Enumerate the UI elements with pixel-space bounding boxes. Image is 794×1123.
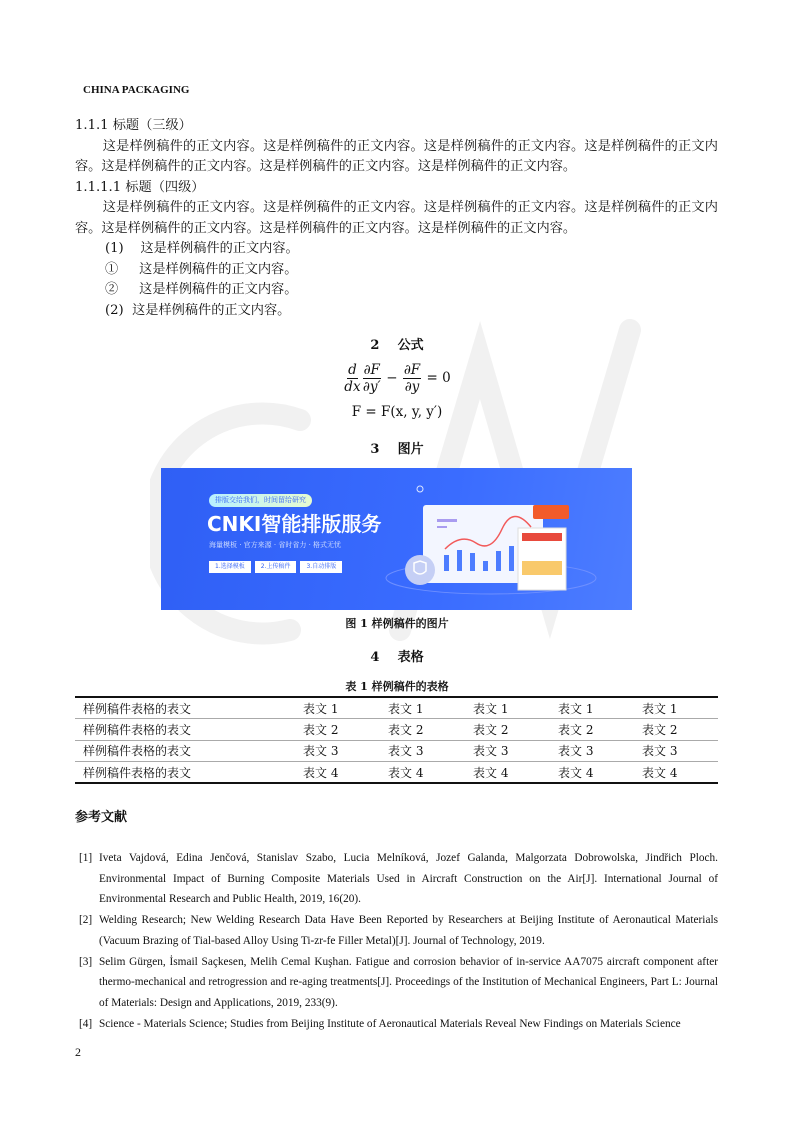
banner-title: CNKI智能排版服务 — [207, 512, 382, 536]
data-table — [75, 696, 718, 784]
table-cell: 表文 3 — [634, 740, 718, 762]
paragraph: 这是样例稿件的正文内容。这是样例稿件的正文内容。这是样例稿件的正文内容。这是样例稿件的正文内容。这是样例稿件的正文内容。这是样例稿件的正文内容。这是样例稿件的正文内容。 — [75, 200, 718, 236]
reference-item — [75, 952, 718, 1014]
table-cell: 表文 1 — [380, 697, 465, 719]
list-item: ① 这是样例稿件的正文内容。 — [105, 261, 298, 277]
table-cell: 表文 2 — [380, 719, 465, 741]
body-text — [75, 116, 718, 321]
journal-header: CHINA PACKAGING — [83, 84, 190, 96]
table-cell: 表文 4 — [465, 762, 550, 784]
table-cell: 样例稿件表格的表文 — [75, 719, 295, 741]
list-item: (1) 这是样例稿件的正文内容。 — [105, 241, 299, 256]
table-cell: 样例稿件表格的表文 — [75, 762, 295, 784]
list-item: (2) 这是样例稿件的正文内容。 — [105, 302, 291, 318]
banner-step: 3.自动排版 — [300, 561, 342, 573]
reference-text: Welding Research; New Welding Research Data Have Been Reported by Researchers at Beijing Institute of Aeronautical Materials (Vacuum Brazing of Tial-based Alloy Using Ti-zr-fe Filler Metal)[J]. Journal of Technology, 2019. — [99, 914, 718, 947]
reference-text: Selim Gürgen, İsmail Saçkesen, Melih Cemal Kuşhan. Fatigue and corrosion behavior of in-service AA7075 aircraft component after thermo-mechanical and retrogression and re-aging treatments[J]. Proceedings of the Institution of Mechanical Engineers, Part L: Journal of Materials: Design and Applications, 2019, 233(9). — [99, 955, 718, 1009]
heading-level3: 1.1.1 标题（三级） — [75, 118, 192, 133]
list-item: ② 这是样例稿件的正文内容。 — [105, 282, 298, 297]
table-row — [75, 719, 718, 741]
reference-text: Science - Materials Science; Studies from Beijing Institute of Aeronautical Materials Reveal New Findings on Materials Science — [99, 1017, 681, 1030]
table-cell: 表文 4 — [295, 762, 380, 784]
heading-formula: 2 公式 — [370, 338, 424, 353]
equation-2: F = F(x, y, y′) — [351, 404, 443, 420]
banner-subtitle: 海量模板 · 官方来源 · 省时省力 · 格式无忧 — [209, 541, 342, 549]
table-cell: 表文 2 — [634, 719, 718, 741]
table-cell: 表文 1 — [295, 697, 380, 719]
reference-item — [75, 910, 718, 951]
reference-number: [2] — [79, 914, 93, 927]
references-title: 参考文献 — [75, 810, 128, 825]
heading-table: 4 表格 — [370, 650, 424, 665]
table-cell: 表文 3 — [550, 740, 634, 762]
heading-figure: 3 图片 — [370, 442, 424, 457]
table-caption: 表 1 样例稿件的表格 — [345, 680, 449, 693]
table-row — [75, 697, 718, 719]
paragraph: 这是样例稿件的正文内容。这是样例稿件的正文内容。这是样例稿件的正文内容。这是样例稿件的正文内容。这是样例稿件的正文内容。这是样例稿件的正文内容。这是样例稿件的正文内容。 — [75, 138, 718, 174]
table-cell: 表文 2 — [465, 719, 550, 741]
references-list — [75, 848, 718, 1034]
table-cell: 表文 2 — [550, 719, 634, 741]
page-number: 2 — [75, 1045, 81, 1059]
table-row — [75, 740, 718, 762]
table-cell: 表文 3 — [380, 740, 465, 762]
reference-number: [4] — [79, 1017, 93, 1030]
table-cell: 表文 4 — [380, 762, 465, 784]
reference-number: [3] — [79, 955, 93, 968]
banner-step: 1.选择模板 — [209, 561, 251, 573]
table-cell: 表文 1 — [634, 697, 718, 719]
table-cell: 表文 3 — [465, 740, 550, 762]
banner-tag: 排版交给我们，时间留给研究 — [209, 494, 312, 507]
table-cell: 表文 4 — [634, 762, 718, 784]
table-cell: 表文 3 — [295, 740, 380, 762]
table-cell: 表文 1 — [550, 697, 634, 719]
dashboard-illustration — [381, 483, 611, 598]
table-cell: 表文 1 — [465, 697, 550, 719]
figure-caption: 图 1 样例稿件的图片 — [345, 617, 449, 630]
reference-item — [75, 1014, 718, 1035]
reference-text: Iveta Vajdová, Edina Jenčová, Stanislav Szabo, Lucia Melníková, Jozef Galanda, Malgorzata Dobrowolska, Jindřich Ploch. Environmental Impact of Burning Composite Materials Used in Aircraft Construction on the Air[J]. International Journal of Environmental Research and Public Health, 2019, 16(20). — [99, 852, 718, 906]
table-cell: 表文 4 — [550, 762, 634, 784]
table-cell: 样例稿件表格的表文 — [75, 740, 295, 762]
heading-level4: 1.1.1.1 标题（四级） — [75, 179, 205, 195]
reference-item — [75, 848, 718, 910]
table-row — [75, 762, 718, 784]
reference-number: [1] — [79, 852, 93, 864]
banner-step: 2.上传稿件 — [255, 561, 297, 573]
equation-1: $\frac{d}{dx}$ $\frac{\partial F}{\partial y'}$ − $\frac{\partial F}{\partial y}$ = 0 — [344, 362, 451, 395]
figure-banner-image — [161, 468, 632, 610]
table-cell: 样例稿件表格的表文 — [75, 697, 295, 719]
table-cell: 表文 2 — [295, 719, 380, 741]
